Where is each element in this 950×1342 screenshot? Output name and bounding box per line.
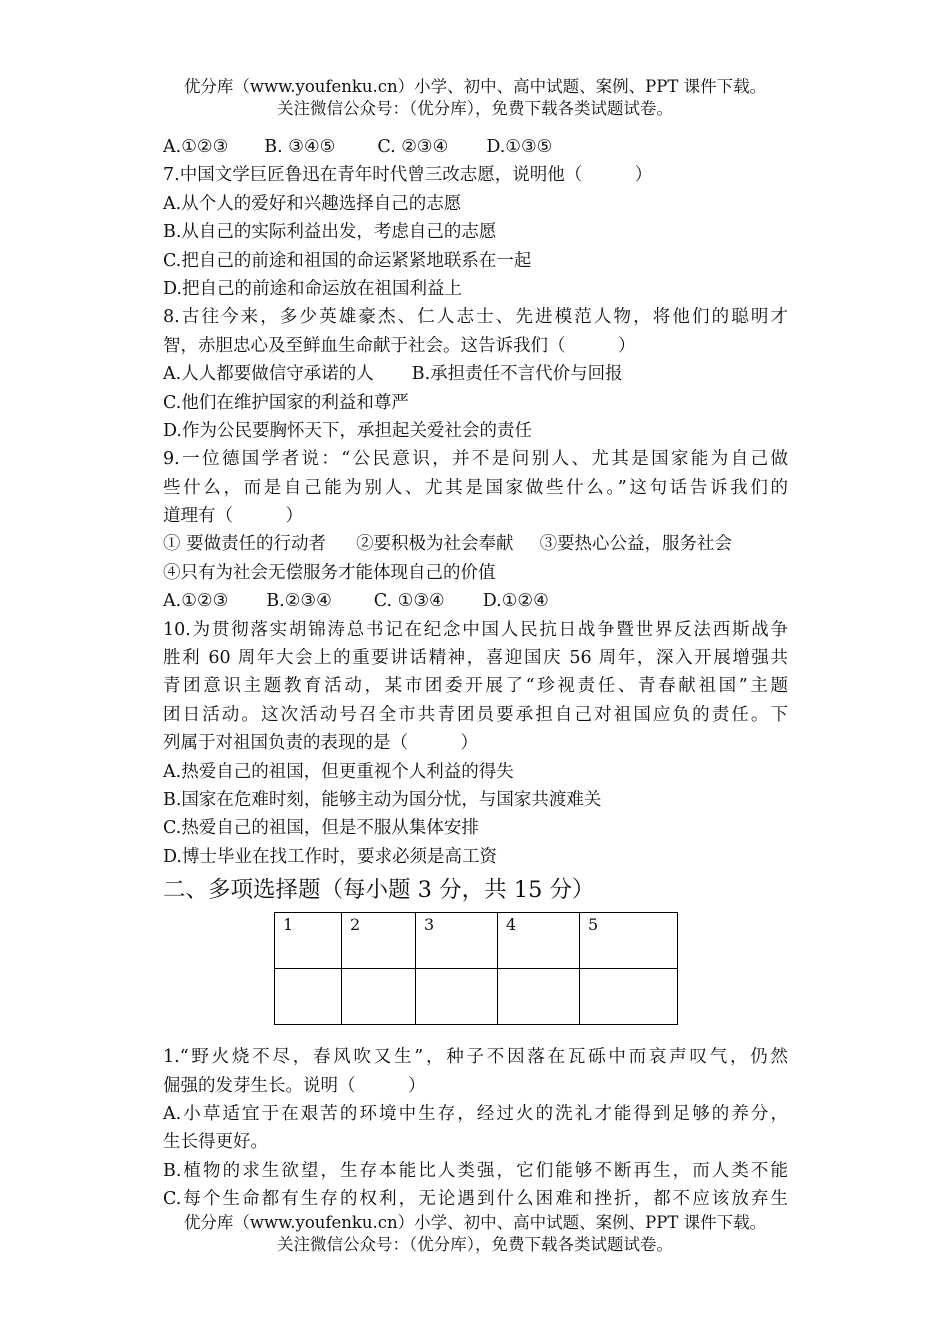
- exam-body: [163, 133, 788, 1214]
- answer-table-header-row: [275, 913, 678, 969]
- q10-stem-line-5: 列属于对祖国负责的表现的是（ ）: [163, 733, 478, 754]
- q6-option-b: B. ③④⑤: [264, 137, 336, 157]
- mq1-stem-line-1: 1.“野火烧不尽，春风吹又生”，种子不因落在瓦砾中而哀声叹气，仍然: [163, 1047, 788, 1068]
- q8-stem-line-2: 智，赤胆忠心及至鲜血生命献于社会。这告诉我们（ ）: [163, 335, 636, 356]
- q8-stem-line-1: 8.古往今来，多少英雄豪杰、仁人志士、先进模范人物，将他们的聪明才: [163, 307, 788, 328]
- page-header: [0, 76, 950, 120]
- mq1-option-c: C.每个生命都有生存的权利，无论遇到什么困难和挫折，都不应该放弃生: [163, 1189, 788, 1210]
- page-footer: [0, 1212, 950, 1256]
- q7-option-b: B.从自己的实际利益出发，考虑自己的志愿: [163, 222, 497, 243]
- multi-question-1: [163, 1043, 788, 1213]
- q9-item-4: ④只有为社会无偿服务才能体现自己的价值: [163, 562, 496, 583]
- q10-option-c: C.热爱自己的祖国，但是不服从集体安排: [163, 818, 479, 839]
- question-10: [163, 616, 788, 872]
- q9-items-row: [163, 530, 788, 558]
- q8-option-d: D.作为公民要胸怀天下，承担起关爱社会的责任: [163, 420, 532, 441]
- question-7: [163, 161, 788, 303]
- question-8: [163, 303, 788, 445]
- mq1-option-a-line-1: A.小草适宜于在艰苦的环境中生存，经过火的洗礼才能得到足够的养分，: [163, 1103, 788, 1124]
- header-line-1: 优分库（www.youfenku.cn）小学、初中、高中试题、案例、PPT 课件下载。: [183, 77, 767, 96]
- q9-stem-line-3: 道理有（ ）: [163, 506, 303, 527]
- header-line-2: 关注微信公众号：（优分库），免费下载各类试题试卷。: [277, 99, 673, 118]
- q7-option-d: D.把自己的前途和命运放在祖国利益上: [163, 278, 462, 299]
- q8-option-c: C.他们在维护国家的利益和尊严: [163, 392, 409, 413]
- answer-cell-blank-3[interactable]: [416, 969, 498, 1025]
- q6-option-a: A.①②③: [163, 137, 229, 157]
- answer-table: [274, 912, 678, 1025]
- q10-stem-line-3: 青团意识主题教育活动，某市团委开展了“珍视责任、青春献祖国”主题: [163, 676, 788, 697]
- q7-stem: 7.中国文学巨匠鲁迅在青年时代曾三改志愿，说明他（ ）: [163, 165, 653, 186]
- answer-cell-blank-4[interactable]: [498, 969, 580, 1025]
- q10-stem-line-2: 胜利 60 周年大会上的重要讲话精神，喜迎国庆 56 周年，深入开展增强共: [163, 648, 788, 669]
- q9-stem-line-1: 9.一位德国学者说：“公民意识，并不是问别人、尤其是国家能为自己做: [163, 449, 788, 470]
- question-9: [163, 445, 788, 615]
- footer-line-2: 关注微信公众号：（优分库），免费下载各类试题试卷。: [277, 1235, 673, 1254]
- q6-option-c: C. ②③④: [377, 137, 449, 157]
- q9-item-2: ②要积极为社会奉献: [356, 534, 514, 555]
- q10-option-d: D.博士毕业在找工作时，要求必须是高工资: [163, 846, 497, 867]
- q8-option-a: A.人人都要做信守承诺的人: [163, 364, 374, 385]
- q10-stem-line-4: 团日活动。这次活动号召全市共青团员要承担自己对祖国应负的责任。下: [163, 704, 788, 725]
- answer-cell-header-5: 5: [580, 913, 678, 969]
- answer-cell-header-1: 1: [275, 913, 342, 969]
- answer-cell-header-2: 2: [342, 913, 416, 969]
- q9-option-b: B.②③④: [266, 591, 332, 612]
- q8-options-ab: [163, 360, 788, 388]
- q10-option-a: A.热爱自己的祖国，但更重视个人利益的得失: [163, 761, 514, 782]
- answer-cell-header-3: 3: [416, 913, 498, 969]
- q6-option-d: D.①③⑤: [486, 137, 553, 157]
- answer-cell-header-4: 4: [498, 913, 580, 969]
- q7-option-a: A.从个人的爱好和兴趣选择自己的志愿: [163, 193, 462, 214]
- mq1-stem-line-2: 倔强的发芽生长。说明（ ）: [163, 1075, 426, 1096]
- q6-options-row: [163, 133, 788, 161]
- q8-option-b: B.承担责任不言代价与回报: [411, 364, 623, 385]
- q9-stem-line-2: 些什么，而是自己能为别人、尤其是国家做些什么。”这句话告诉我们的: [163, 477, 788, 498]
- answer-table-blank-row: [275, 969, 678, 1025]
- q10-stem-line-1: 10.为贯彻落实胡锦涛总书记在纪念中国人民抗日战争暨世界反法西斯战争: [163, 619, 788, 640]
- answer-cell-blank-2[interactable]: [342, 969, 416, 1025]
- mq1-option-a-line-2: 生长得更好。: [163, 1132, 268, 1153]
- q9-item-3: ③要热心公益，服务社会: [539, 534, 733, 555]
- footer-line-1: 优分库（www.youfenku.cn）小学、初中、高中试题、案例、PPT 课件下载。: [183, 1213, 767, 1232]
- mq1-option-b: B.植物的求生欲望，生存本能比人类强，它们能够不断再生，而人类不能: [163, 1160, 788, 1181]
- q9-option-d: D.①②④: [482, 591, 549, 612]
- q10-option-b: B.国家在危难时刻，能够主动为国分忧，与国家共渡难关: [163, 789, 602, 810]
- q9-option-a: A.①②③: [163, 591, 229, 612]
- q9-option-c: C. ①③④: [373, 591, 445, 612]
- answer-cell-blank-5[interactable]: [580, 969, 678, 1025]
- q7-option-c: C.把自己的前途和祖国的命运紧紧地联系在一起: [163, 250, 532, 271]
- answer-cell-blank-1[interactable]: [275, 969, 342, 1025]
- section-2-title: 二、多项选择题（每小题 3 分，共 15 分）: [163, 877, 595, 904]
- q9-item-1: ① 要做责任的行动者: [163, 534, 327, 555]
- q9-options-row: [163, 587, 788, 615]
